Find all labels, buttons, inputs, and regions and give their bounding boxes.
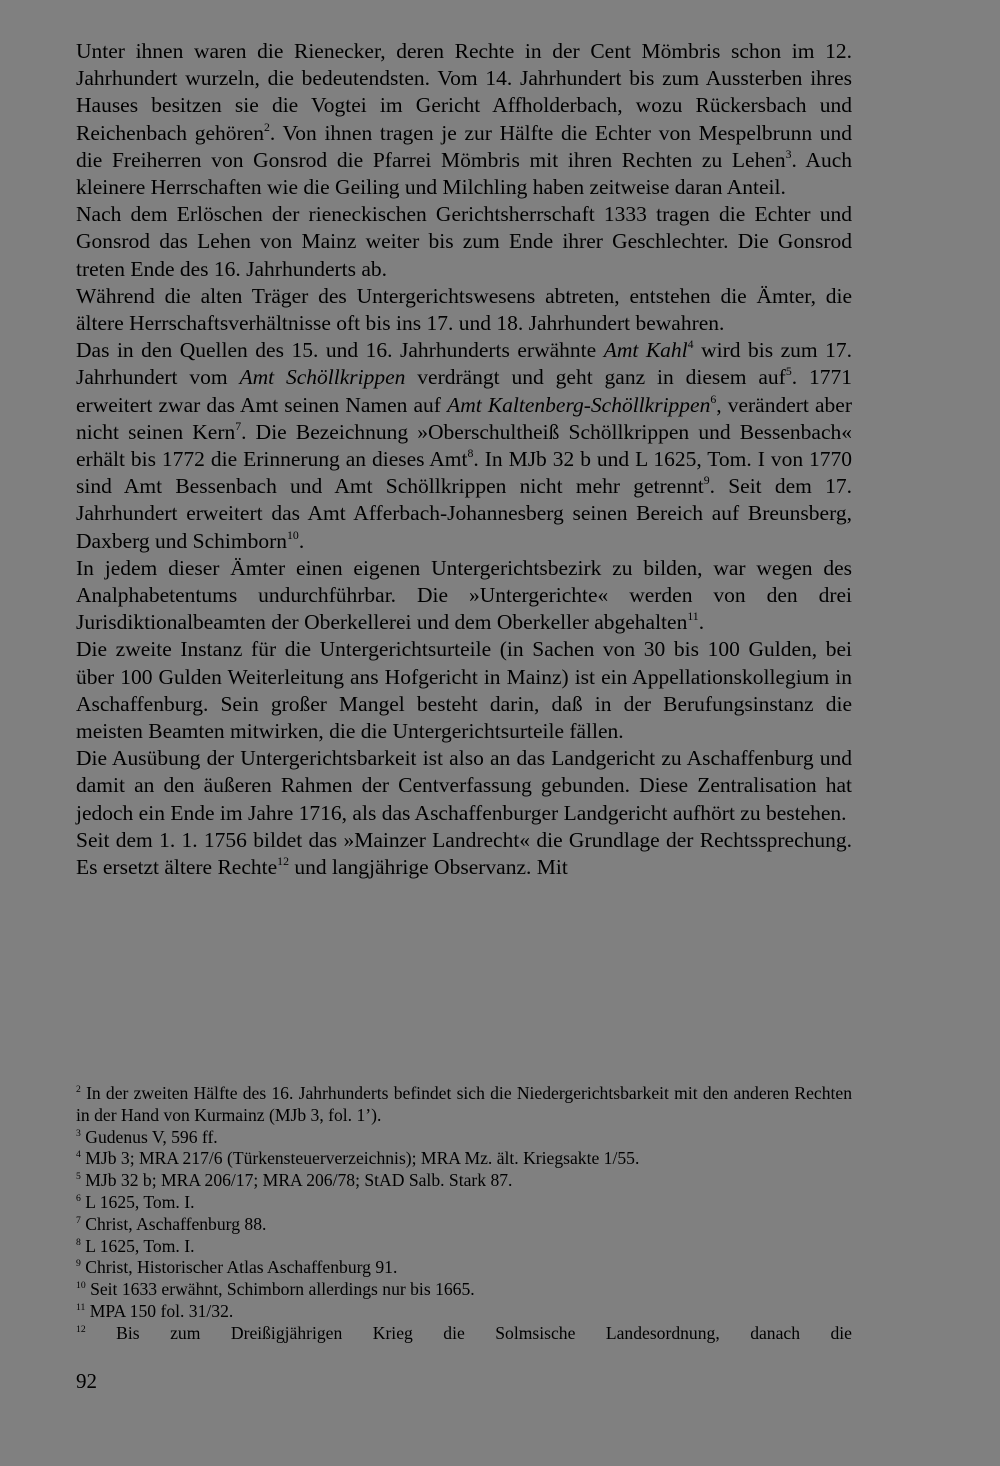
text-run: . In MJb 32 b und L 1625, Tom. I von 1770 sind Amt Bessenbach und Amt Schöllkrippen nicht mehr getrennt xyxy=(76,447,853,499)
footnote xyxy=(76,1083,852,1127)
footnote xyxy=(76,1192,852,1214)
footnote xyxy=(76,1257,852,1279)
footnote-number: 5 xyxy=(76,1170,81,1182)
footnote-number: 9 xyxy=(76,1258,81,1270)
footnote-text: MJb 3; MRA 217/6 (Türkensteuerverzeichnis); MRA Mz. ält. Kriegsakte 1/55. xyxy=(85,1148,640,1169)
footnote-text: Christ, Aschaffenburg 88. xyxy=(85,1213,267,1234)
italic-text: Amt Schöllkrippen xyxy=(239,365,406,390)
paragraph xyxy=(76,283,852,337)
paragraph xyxy=(76,555,852,637)
footnote-text: In der zweiten Hälfte des 16. Jahrhunderts befindet sich die Niedergerichtsbarkeit mit den anderen Rechten in der Hand von Kurmainz (MJb 3, fol. 1’). xyxy=(76,1083,852,1125)
footnote-ref: 9 xyxy=(703,473,710,488)
text-run: , verändert aber nicht seinen Kern xyxy=(76,392,853,444)
text-run: verdrängt und geht ganz in diesem auf xyxy=(405,365,786,390)
footnote xyxy=(76,1170,852,1192)
footnote-number: 10 xyxy=(76,1279,86,1291)
text-run: . Seit dem 17. Jahrhundert erweitert das Amt Afferbach-Johannesberg seinen Bereich auf Breunsberg, Daxberg und Schimborn xyxy=(76,474,852,553)
footnote-number: 11 xyxy=(76,1301,86,1313)
footnote-number: 12 xyxy=(76,1323,86,1335)
footnote-number: 7 xyxy=(76,1214,81,1226)
footnote-ref: 4 xyxy=(687,337,694,352)
footnote xyxy=(76,1148,852,1170)
footnote-text: L 1625, Tom. I. xyxy=(85,1235,195,1256)
footnote-number: 4 xyxy=(76,1149,81,1161)
footnote-text: MPA 150 fol. 31/32. xyxy=(89,1300,234,1321)
italic-text: Amt Kaltenberg-Schöllkrippen xyxy=(447,392,711,417)
text-run: . Auch kleinere Herrschaften wie die Geiling und Milchling haben zeitweise daran Anteil. xyxy=(76,147,852,200)
footnote-ref: 12 xyxy=(277,854,289,869)
paragraph xyxy=(76,827,852,881)
footnote xyxy=(76,1236,852,1258)
footnote-text: Christ, Historischer Atlas Aschaffenburg 91. xyxy=(85,1257,398,1278)
body-text xyxy=(76,38,852,881)
text-run: und langjährige Observanz. Mit xyxy=(288,855,568,880)
text-run: Seit dem 1. 1. 1756 bildet das »Mainzer Landrecht« die Grundlage der Rechtssprechung. Es ersetzt ältere Rechte xyxy=(76,827,852,880)
text-run: Die Ausübung der Untergerichtsbarkeit ist also an das Landgericht zu Aschaffenburg und damit an den äußeren Rahmen der Centverfassung gebunden. Diese Zentralisation hat jedoch ein Ende im Jahre 1716, als das Aschaffenburger Landgericht aufhört zu bestehen. xyxy=(76,746,852,825)
text-run: . Die Bezeichnung »Oberschultheiß Schöllkrippen und Bessenbach« erhält bis 1772 die Erinnerung an dieses Amt xyxy=(76,419,852,472)
text-run: wird bis zum 17. Jahrhundert vom xyxy=(76,338,852,390)
footnote xyxy=(76,1214,852,1236)
footnote xyxy=(76,1279,852,1301)
footnote-number: 8 xyxy=(76,1236,81,1248)
footnote-ref: 6 xyxy=(710,391,717,406)
footnote-text: MJb 32 b; MRA 206/17; MRA 206/78; StAD Salb. Stark 87. xyxy=(85,1170,513,1191)
text-run: Die zweite Instanz für die Untergerichtsurteile (in Sachen von 30 bis 100 Gulden, bei über 100 Gulden Weiterleitung ans Hofgericht in Mainz) ist ein Appellationskollegium in Aschaffenburg. Sein großer Mangel besteht darin, daß in der Berufungsinstanz die meisten Beamten mitwirken, die die Untergerichtsurteile fällen. xyxy=(76,637,852,744)
footnote-ref: 2 xyxy=(263,119,270,134)
footnote-ref: 10 xyxy=(287,527,299,542)
text-run: . xyxy=(698,610,705,635)
footnotes xyxy=(76,1083,852,1345)
text-run: Unter ihnen waren die Rienecker, deren Rechte in der Cent Mömbris schon im 12. Jahrhundert wurzeln, die bedeutendsten. Vom 14. Jahrhundert bis zum Aussterben ihres Hauses besitzen sie die Vogtei im Gericht Affholderbach, wozu Rückersbach und Reichenbach gehören xyxy=(76,39,852,145)
footnote-number: 2 xyxy=(76,1083,81,1095)
text-run: . 1771 erweitert zwar das Amt seinen Namen auf xyxy=(76,365,852,417)
footnote xyxy=(76,1127,852,1149)
footnote-ref: 5 xyxy=(785,364,792,379)
footnote-number: 6 xyxy=(76,1192,81,1204)
paragraph xyxy=(76,38,852,201)
footnote xyxy=(76,1301,852,1323)
footnote-text: Gudenus V, 596 ff. xyxy=(85,1126,218,1147)
paragraph xyxy=(76,745,852,827)
footnote-ref: 3 xyxy=(785,146,792,161)
footnote-ref: 11 xyxy=(687,609,699,624)
footnote-ref: 7 xyxy=(235,418,242,433)
footnote-ref: 8 xyxy=(467,446,474,461)
footnote-text: Seit 1633 erwähnt, Schimborn allerdings nur bis 1665. xyxy=(90,1279,475,1300)
text-run: In jedem dieser Ämter einen eigenen Untergerichtsbezirk zu bilden, war wegen des Analphabetentums undurchführbar. Die »Untergerichte« werden von den drei Jurisdiktionalbeamten der Oberkellerei und dem Oberkeller abgehalten xyxy=(76,555,852,635)
footnote-text: L 1625, Tom. I. xyxy=(85,1191,195,1212)
paragraph xyxy=(76,201,852,283)
text-run: . Von ihnen tragen je zur Hälfte die Echter von Mespelbrunn und die Freiherren von Gonsrod die Pfarrei Mömbris mit ihren Rechten zu Lehen xyxy=(76,120,852,172)
footnote-text: Bis zum Dreißigjährigen Krieg die Solmsische Landesordnung, danach die xyxy=(116,1322,852,1343)
footnote-number: 3 xyxy=(76,1127,81,1139)
paragraph xyxy=(76,636,852,745)
italic-text: Amt Kahl xyxy=(603,338,688,363)
paragraph xyxy=(76,337,852,555)
page-number: 92 xyxy=(76,1369,97,1393)
text-run: Das in den Quellen des 15. und 16. Jahrhunderts erwähnte xyxy=(76,338,604,363)
footnote xyxy=(76,1323,852,1345)
text-run: . xyxy=(298,528,305,553)
text-run: Während die alten Träger des Untergerichtswesens abtreten, entstehen die Ämter, die ältere Herrschaftsverhältnisse oft bis ins 17. und 18. Jahrhundert bewahren. xyxy=(76,283,852,336)
text-run: Nach dem Erlöschen der rieneckischen Gerichtsherrschaft 1333 tragen die Echter und Gonsrod das Lehen von Mainz weiter bis zum Ende ihrer Geschlechter. Die Gonsrod treten Ende des 16. Jahrhunderts ab. xyxy=(76,202,852,281)
